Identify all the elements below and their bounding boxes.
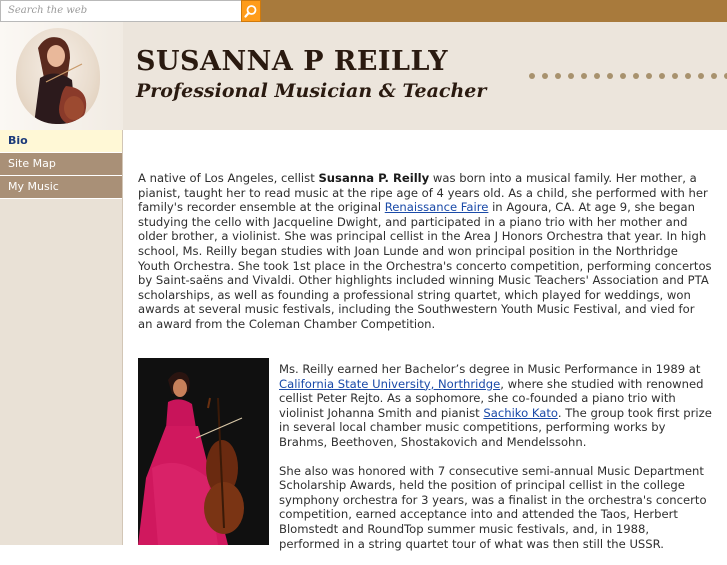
search-input[interactable]: Search the web bbox=[0, 0, 241, 22]
bio-paragraph-3: She also was honored with 7 consecutive semi-annual Music Department Scholarship Awards, held the position of principal cellist in the college symphony orchestra for 3 years, was a finalist in the orchestra's concerto competition, earned acceptance into and attended the Taos, Herbert Blomstedt and RoundTop summer music festivals, and, in 1988, performed in a string quartet tour of what was then still the USSR. bbox=[279, 463, 707, 551]
bio-text: was born into a musical family. Her mother, a pianist, taught her to read music at the ripe age of 4 years old. As a child, she performed with her family's recorder ensemble at the original bbox=[138, 171, 708, 215]
artist-name: Susanna P. Reilly bbox=[318, 171, 430, 185]
search-icon bbox=[244, 4, 258, 18]
decorative-dots-icon bbox=[526, 72, 727, 80]
bio-section-2 bbox=[138, 358, 712, 551]
performance-photo bbox=[138, 358, 269, 545]
nav-item-my-music[interactable]: My Music bbox=[0, 176, 122, 199]
link-sachiko-kato[interactable]: Sachiko Kato bbox=[483, 405, 558, 420]
bio-text: A native of Los Angeles, cellist bbox=[138, 171, 319, 185]
nav-item-bio[interactable]: Bio bbox=[0, 130, 122, 153]
bio-content bbox=[138, 171, 712, 332]
site-header bbox=[0, 22, 727, 130]
bio-text: Ms. Reilly earned her Bachelor’s degree in Music Performance in 1989 at bbox=[279, 362, 701, 376]
bio-paragraph-1 bbox=[138, 171, 712, 332]
sidebar-nav bbox=[0, 130, 123, 545]
site-title: SUSANNA P REILLY bbox=[136, 46, 449, 77]
bio-text: . The group took first prize in several local chamber music competitions, performing works by Brahms, Beethoven, Shostakovich and Mendelssohn. bbox=[279, 405, 712, 449]
bio-section-2-text bbox=[279, 362, 712, 565]
top-search-bar bbox=[0, 0, 727, 22]
link-csun[interactable]: California State University, Northridge bbox=[279, 376, 501, 391]
link-renaissance-faire[interactable]: Renaissance Faire bbox=[384, 200, 489, 215]
site-subtitle: Professional Musician & Teacher bbox=[136, 80, 487, 102]
search-button[interactable] bbox=[241, 0, 261, 22]
nav-item-site-map[interactable]: Site Map bbox=[0, 153, 122, 176]
bio-paragraph-2 bbox=[279, 362, 712, 450]
bio-text: , where she studied with renowned cellist Peter Rejto. As a sophomore, she co-founded a piano trio with violinist Johanna Smith and pianist bbox=[279, 376, 704, 420]
bio-text: in Agoura, CA. At age 9, she began studying the cello with Jacqueline Dwight, and participated in a piano trio with her mother and older brother, a violinist. She was principal cellist in the Area J Honors Orchestra that year. In high school, Ms. Reilly began studies with Joan Lunde and won principal position in the Northridge Youth Orchestra. She took 1st place in the Orchestra's concerto competition, performing concertos by Saint-saëns and Vivaldi. Other highlights included winning Music Teachers' Association and PTA scholarships, as well as founding a professional string quartet, which played for weddings, won awards at several music festivals, including the Southwestern Youth Music Festival, and vied for an award from the Coleman Chamber Competition. bbox=[138, 200, 712, 331]
header-portrait bbox=[16, 28, 100, 124]
